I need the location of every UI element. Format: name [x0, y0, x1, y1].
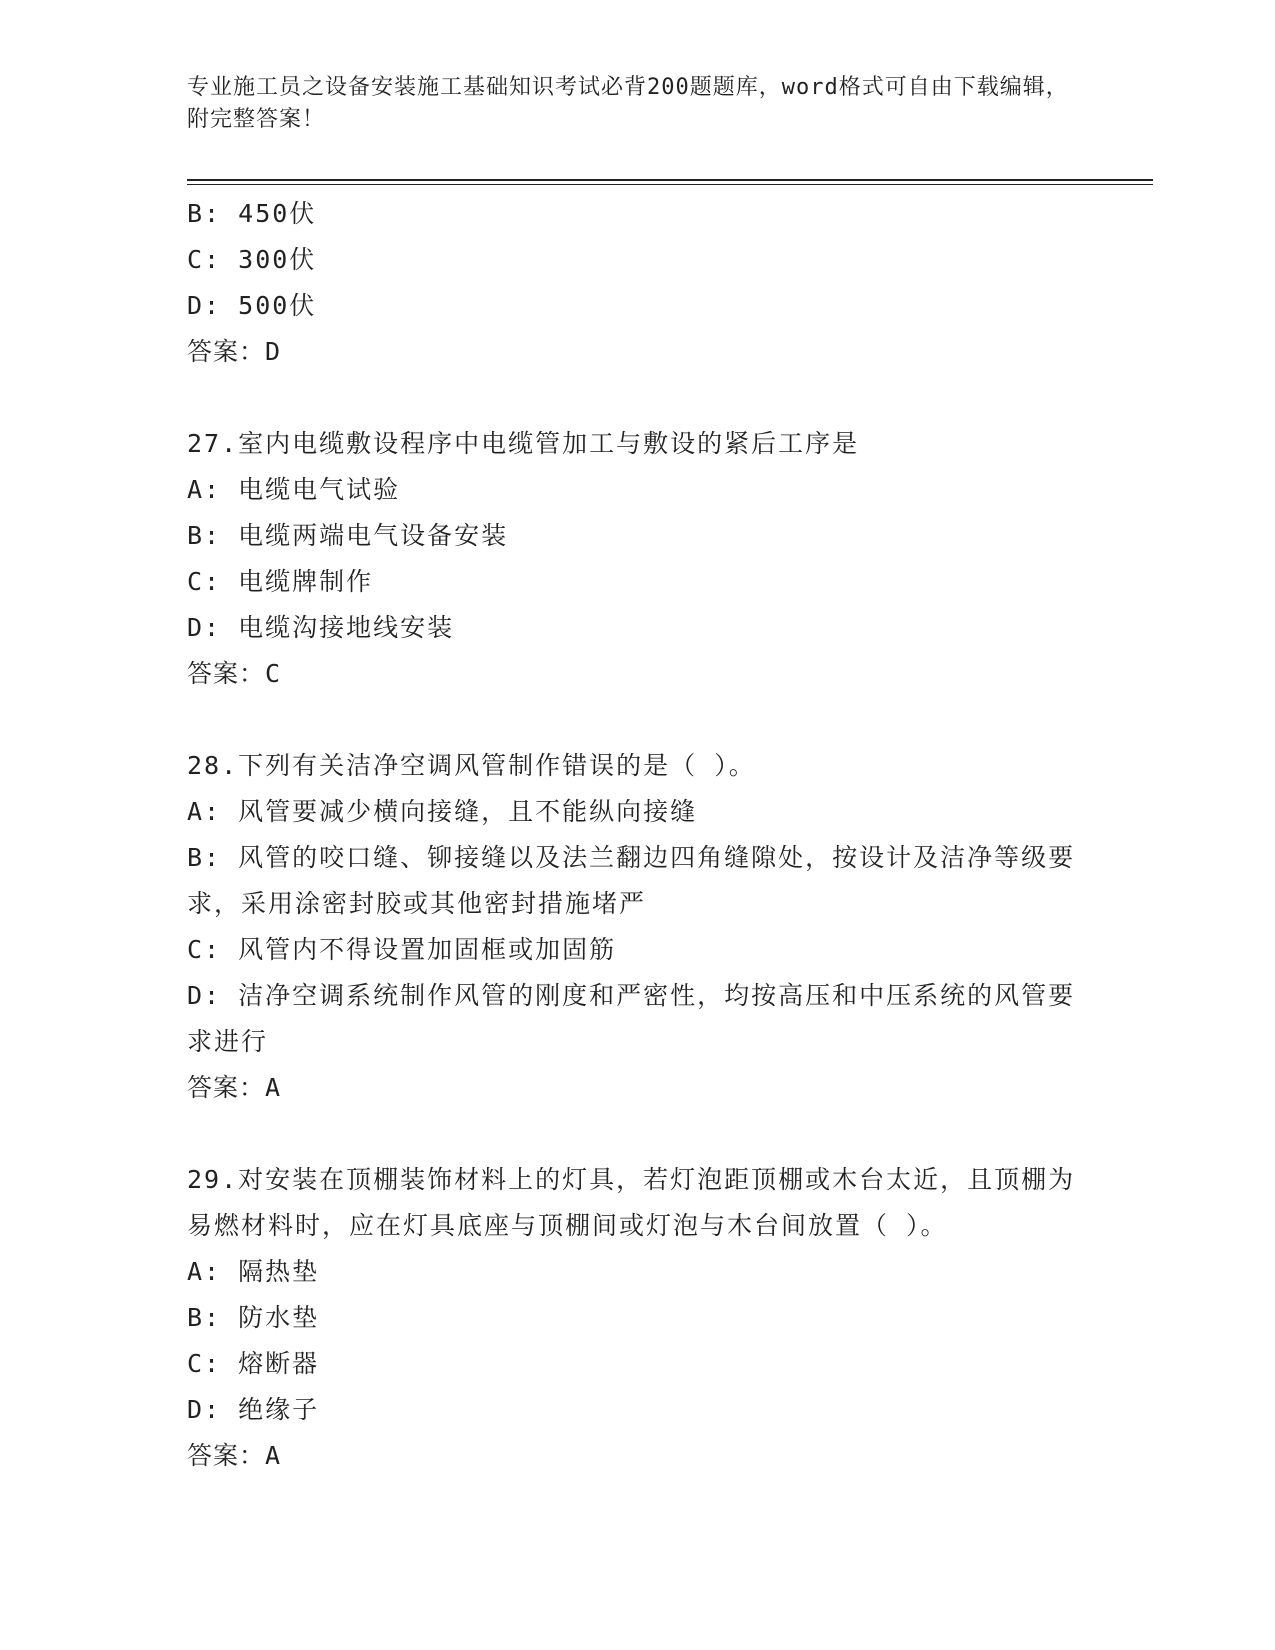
question-stem: 28.下列有关洁净空调风管制作错误的是（ ）。 — [187, 751, 756, 780]
answer-value: A — [265, 1441, 283, 1470]
option-b: B: 风管的咬口缝、铆接缝以及法兰翻边四角缝隙处，按设计及洁净等级要求，采用涂密封胶或其他密封措施堵严 — [187, 843, 1076, 918]
document-title: 专业施工员之设备安装施工基础知识考试必背200题题库，word格式可自由下载编辑，附完整答案！ — [187, 75, 1069, 132]
option-c: C: 300伏 — [187, 245, 317, 274]
spacer — [187, 375, 1087, 421]
question-28 — [187, 743, 1087, 1111]
option-d: D: 电缆沟接地线安装 — [187, 613, 455, 642]
question-stem: 27.室内电缆敷设程序中电缆管加工与敷设的紧后工序是 — [187, 429, 860, 458]
document-header — [187, 72, 1077, 136]
answer-label: 答案： — [187, 1441, 266, 1470]
answer-label: 答案： — [187, 659, 266, 688]
answer-line — [187, 651, 1087, 697]
option-b: B: 电缆两端电气设备安装 — [187, 521, 509, 550]
option-a: A: 电缆电气试验 — [187, 475, 401, 504]
option-a: A: 风管要减少横向接缝，且不能纵向接缝 — [187, 797, 698, 826]
option-c: C: 风管内不得设置加固框或加固筋 — [187, 935, 617, 964]
spacer — [187, 1111, 1087, 1157]
spacer — [187, 697, 1087, 743]
answer-label: 答案： — [187, 1073, 266, 1102]
question-27 — [187, 421, 1087, 697]
answer-value: A — [265, 1073, 283, 1102]
header-divider-thin — [187, 184, 1153, 185]
question-list — [187, 191, 1087, 1479]
question-26-tail — [187, 191, 1087, 375]
option-c: C: 电缆牌制作 — [187, 567, 374, 596]
option-d: D: 500伏 — [187, 291, 317, 320]
header-divider-thick — [187, 179, 1153, 181]
answer-value: C — [265, 659, 283, 688]
option-b: B: 450伏 — [187, 199, 317, 228]
answer-value: D — [265, 337, 283, 366]
question-stem: 29.对安装在顶棚装饰材料上的灯具，若灯泡距顶棚或木台太近，且顶棚为易燃材料时，应在灯具底座与顶棚间或灯泡与木台间放置（ ）。 — [187, 1165, 1076, 1240]
option-d: D: 洁净空调系统制作风管的刚度和严密性，均按高压和中压系统的风管要求进行 — [187, 981, 1076, 1056]
option-d: D: 绝缘子 — [187, 1395, 320, 1424]
answer-line — [187, 1433, 1087, 1479]
option-a: A: 隔热垫 — [187, 1257, 320, 1286]
answer-line — [187, 1065, 1087, 1111]
question-29 — [187, 1157, 1087, 1479]
answer-label: 答案： — [187, 337, 266, 366]
option-c: C: 熔断器 — [187, 1349, 320, 1378]
option-b: B: 防水垫 — [187, 1303, 320, 1332]
answer-line — [187, 329, 1087, 375]
